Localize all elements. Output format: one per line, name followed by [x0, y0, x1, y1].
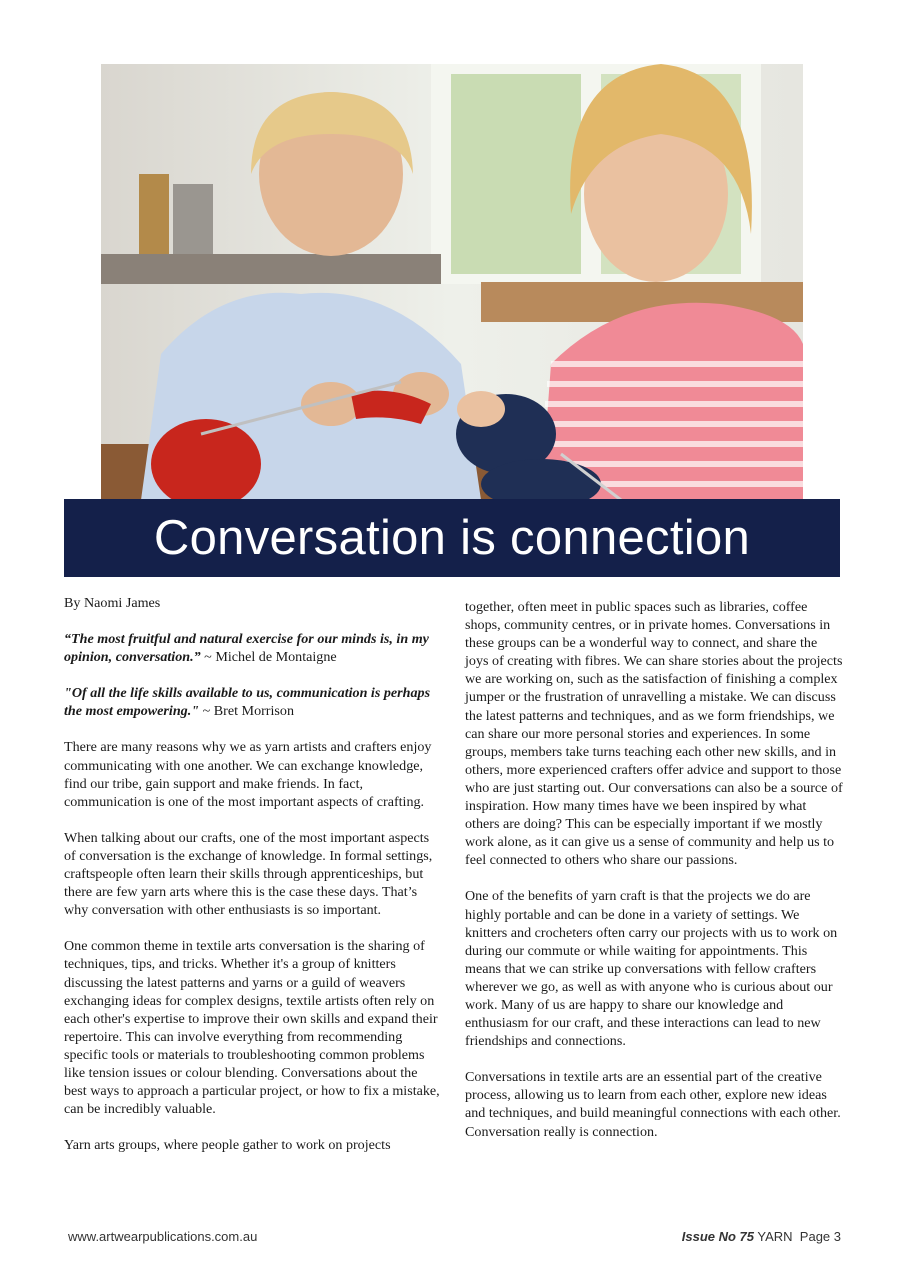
- quote-2-attribution: ~ Bret Morrison: [199, 703, 294, 720]
- paragraph-3: One common theme in textile arts conversation is the sharing of techniques, tips, and tricks. Whether it's a group of knitters discussing the latest patterns and yarns or a guild of weavers exchanging ideas for complex designs, textile artists often rely on each other's expertise to improve their own skills and expand their repertoire. This can involve everything from recommending specific tools or materials to troubleshooting common problems like tension issues or colour blending. Conversations about the best ways to approach a particular project, or how to fix a mistake, can be incredibly valuable.: [64, 938, 440, 1118]
- paragraph-5: One of the benefits of yarn craft is that the projects we do are highly portable and can be done in a variety of settings. We knitters and crocheters often carry our projects with us to work on during our commute or while waiting for appointments. This means that we can strike up conversations with fellow crafters wherever we go, as well as with anyone who is curious about our work. Many of us are happy to share our knowledge and enthusiasm for our craft, and these interactions can lead to new friendships and connections.: [465, 888, 838, 1050]
- quote-1-text: “The most fruitful and natural exercise for our minds is, in my opinion, conversation.”: [64, 631, 429, 666]
- knitting-photo-illustration: [101, 64, 803, 500]
- magazine-name: YARN: [757, 1229, 793, 1244]
- footer-website: www.artwearpublications.com.au: [68, 1229, 258, 1244]
- article-title: Conversation is connection: [153, 511, 751, 565]
- paragraph-2: When talking about our crafts, one of the most important aspects of conversation is the exchange of knowledge. In formal settings, craftspeople often learn their skills through apprenticeships, but there are few yarn arts where this is the case these days. That’s why conversation with other enthusiasts is so important.: [64, 829, 433, 919]
- article-column-left: [64, 594, 442, 1172]
- paragraph-1: There are many reasons why we as yarn artists and crafters enjoy communicating with one another. We can exchange knowledge, find our tribe, gain support and make friends. In fact, communication is one of the most important aspects of crafting.: [64, 739, 432, 810]
- article-title-banner: [64, 499, 840, 577]
- pull-quote-1: [64, 630, 442, 666]
- pull-quote-2: [64, 684, 442, 720]
- paragraph-4-continued: together, often meet in public spaces such as libraries, coffee shops, community centres, or in private homes. Conversations in these groups can be a wonderful way to connect, and share the joys of creating with fibres. We can share stories about the projects we are working on, such as the satisfaction of finishing a complex jumper or the frustration of unravelling a mistake. We can discuss the latest patterns and techniques, and as we form friendships, we can share our more personal stories and experiences. In some groups, members take turns teaching each other new skills, and in others, more experienced crafters offer advice and support to those who are just starting out. Our conversations can also be a source of inspiration. How many times have we been inspired by what others are doing? This can be especially important if we mostly work alone, as it can give us a sense of community and help us to feel connected to others who share our passions.: [465, 599, 843, 869]
- paragraph-6: Conversations in textile arts are an essential part of the creative process, allowing us to learn from each other, explore new ideas and techniques, and build meaningful connections with each other. Conversation really is connection.: [465, 1069, 841, 1140]
- quote-2-text: "Of all the life skills available to us, communication is perhaps the most empowering.": [64, 685, 431, 720]
- article-column-right: [465, 598, 843, 1159]
- article-photo: [101, 64, 803, 500]
- quote-1-attribution: ~ Michel de Montaigne: [200, 649, 337, 666]
- page-number: Page 3: [799, 1229, 841, 1244]
- byline: By Naomi James: [64, 595, 161, 611]
- footer-issue-info: [682, 1229, 841, 1247]
- issue-number: Issue No 75: [681, 1229, 755, 1244]
- paragraph-4-start: Yarn arts groups, where people gather to work on projects: [64, 1137, 391, 1154]
